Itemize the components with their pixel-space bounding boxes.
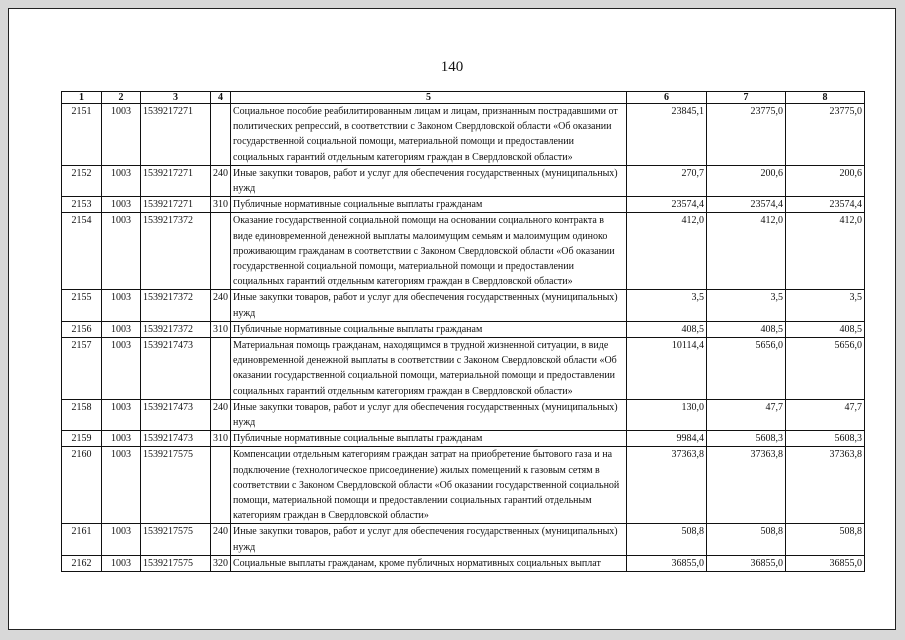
table-row [62,447,865,524]
amount-col6-cell: 412,0 [627,213,707,290]
target-article-cell: 1539217271 [141,165,211,196]
target-article-cell: 1539217372 [141,213,211,290]
amount-col8-cell: 408,5 [786,321,865,337]
row-number-cell: 2158 [62,399,102,430]
column-header: 3 [141,92,211,104]
amount-col8-cell: 23775,0 [786,104,865,166]
section-code-cell: 1003 [102,399,141,430]
description-cell: Материальная помощь гражданам, находящимся в трудной жизненной ситуации, в виде единовременной денежной выплаты в соответствии с Законом Свердловской области «Об оказании государственной социальной помощи, материальной помощи и предоставлении социальных гарантий отдельным категориям граждан в Свердловской области» [231,338,627,400]
section-code-cell: 1003 [102,290,141,321]
expense-type-cell [211,213,231,290]
row-number-cell: 2151 [62,104,102,166]
row-number-cell: 2155 [62,290,102,321]
column-header: 5 [231,92,627,104]
target-article-cell: 1539217473 [141,338,211,400]
description-cell: Иные закупки товаров, работ и услуг для обеспечения государственных (муниципальных) нужд [231,165,627,196]
row-number-cell: 2161 [62,524,102,555]
target-article-cell: 1539217473 [141,431,211,447]
amount-col6-cell: 23845,1 [627,104,707,166]
amount-col6-cell: 23574,4 [627,197,707,213]
amount-col6-cell: 37363,8 [627,447,707,524]
section-code-cell: 1003 [102,524,141,555]
table-row [62,524,865,555]
description-cell: Социальные выплаты гражданам, кроме публичных нормативных социальных выплат [231,555,627,571]
amount-col7-cell: 3,5 [707,290,786,321]
description-cell: Публичные нормативные социальные выплаты гражданам [231,321,627,337]
amount-col8-cell: 508,8 [786,524,865,555]
row-number-cell: 2160 [62,447,102,524]
description-cell: Иные закупки товаров, работ и услуг для обеспечения государственных (муниципальных) нужд [231,290,627,321]
target-article-cell: 1539217575 [141,524,211,555]
amount-col8-cell: 36855,0 [786,555,865,571]
section-code-cell: 1003 [102,555,141,571]
amount-col8-cell: 37363,8 [786,447,865,524]
section-code-cell: 1003 [102,197,141,213]
amount-col7-cell: 5608,3 [707,431,786,447]
description-cell: Иные закупки товаров, работ и услуг для обеспечения государственных (муниципальных) нужд [231,524,627,555]
amount-col8-cell: 200,6 [786,165,865,196]
table-row [62,197,865,213]
expense-type-cell [211,447,231,524]
amount-col6-cell: 270,7 [627,165,707,196]
expense-type-cell: 320 [211,555,231,571]
section-code-cell: 1003 [102,321,141,337]
description-cell: Социальное пособие реабилитированным лицам и лицам, признанным пострадавшими от политических репрессий, в соответствии с Законом Свердловской области «Об оказании государственной социальной помощи, материальной помощи и предоставлении социальных гарантий отдельным категориям граждан в Свердловской области» [231,104,627,166]
amount-col6-cell: 130,0 [627,399,707,430]
amount-col8-cell: 5608,3 [786,431,865,447]
row-number-cell: 2156 [62,321,102,337]
amount-col8-cell: 3,5 [786,290,865,321]
amount-col7-cell: 47,7 [707,399,786,430]
target-article-cell: 1539217473 [141,399,211,430]
row-number-cell: 2159 [62,431,102,447]
row-number-cell: 2152 [62,165,102,196]
expense-type-cell: 310 [211,431,231,447]
row-number-cell: 2153 [62,197,102,213]
target-article-cell: 1539217271 [141,104,211,166]
amount-col7-cell: 408,5 [707,321,786,337]
target-article-cell: 1539217271 [141,197,211,213]
section-code-cell: 1003 [102,104,141,166]
table-header-row [62,92,865,104]
table-row [62,290,865,321]
section-code-cell: 1003 [102,338,141,400]
amount-col8-cell: 412,0 [786,213,865,290]
expense-type-cell: 310 [211,197,231,213]
amount-col7-cell: 23775,0 [707,104,786,166]
column-header: 8 [786,92,865,104]
document-page [8,8,896,630]
table-row [62,165,865,196]
column-header: 2 [102,92,141,104]
amount-col6-cell: 10114,4 [627,338,707,400]
table-row [62,555,865,571]
table-row [62,399,865,430]
expense-type-cell [211,104,231,166]
expense-type-cell: 240 [211,290,231,321]
row-number-cell: 2154 [62,213,102,290]
column-header: 6 [627,92,707,104]
amount-col7-cell: 36855,0 [707,555,786,571]
description-cell: Иные закупки товаров, работ и услуг для обеспечения государственных (муниципальных) нужд [231,399,627,430]
expense-type-cell: 240 [211,524,231,555]
amount-col7-cell: 508,8 [707,524,786,555]
amount-col7-cell: 200,6 [707,165,786,196]
amount-col7-cell: 23574,4 [707,197,786,213]
amount-col6-cell: 36855,0 [627,555,707,571]
target-article-cell: 1539217372 [141,290,211,321]
amount-col7-cell: 412,0 [707,213,786,290]
row-number-cell: 2162 [62,555,102,571]
description-cell: Компенсации отдельным категориям граждан затрат на приобретение бытового газа и на подключение (технологическое присоединение) жилых помещений к газовым сетям в соответствии с Законом Свердловской области «Об оказании государственной социальной помощи, материальной помощи и предоставлении социальных гарантий отдельным категориям граждан в Свердловской области» [231,447,627,524]
section-code-cell: 1003 [102,213,141,290]
expense-type-cell [211,338,231,400]
description-cell: Публичные нормативные социальные выплаты гражданам [231,197,627,213]
expense-type-cell: 240 [211,399,231,430]
amount-col8-cell: 47,7 [786,399,865,430]
table-row [62,213,865,290]
column-header: 1 [62,92,102,104]
amount-col6-cell: 3,5 [627,290,707,321]
description-cell: Оказание государственной социальной помощи на основании социального контракта в виде единовременной денежной выплаты малоимущим семьям и малоимущим одиноко проживающим гражданам в соответствии с Законом Свердловской области «Об оказании государственной социальной помощи, материальной помощи и предоставлении социальных гарантий отдельным категориям граждан в Свердловской области» [231,213,627,290]
amount-col7-cell: 37363,8 [707,447,786,524]
amount-col8-cell: 23574,4 [786,197,865,213]
column-header: 4 [211,92,231,104]
column-header: 7 [707,92,786,104]
section-code-cell: 1003 [102,165,141,196]
amount-col8-cell: 5656,0 [786,338,865,400]
table-row [62,431,865,447]
description-cell: Публичные нормативные социальные выплаты гражданам [231,431,627,447]
row-number-cell: 2157 [62,338,102,400]
expense-type-cell: 310 [211,321,231,337]
target-article-cell: 1539217575 [141,447,211,524]
target-article-cell: 1539217372 [141,321,211,337]
amount-col6-cell: 508,8 [627,524,707,555]
section-code-cell: 1003 [102,431,141,447]
table-row [62,104,865,166]
expense-type-cell: 240 [211,165,231,196]
target-article-cell: 1539217575 [141,555,211,571]
amount-col6-cell: 408,5 [627,321,707,337]
amount-col6-cell: 9984,4 [627,431,707,447]
budget-table [61,91,865,572]
page-number: 140 [440,59,464,75]
section-code-cell: 1003 [102,447,141,524]
table-row [62,321,865,337]
table-row [62,338,865,400]
amount-col7-cell: 5656,0 [707,338,786,400]
